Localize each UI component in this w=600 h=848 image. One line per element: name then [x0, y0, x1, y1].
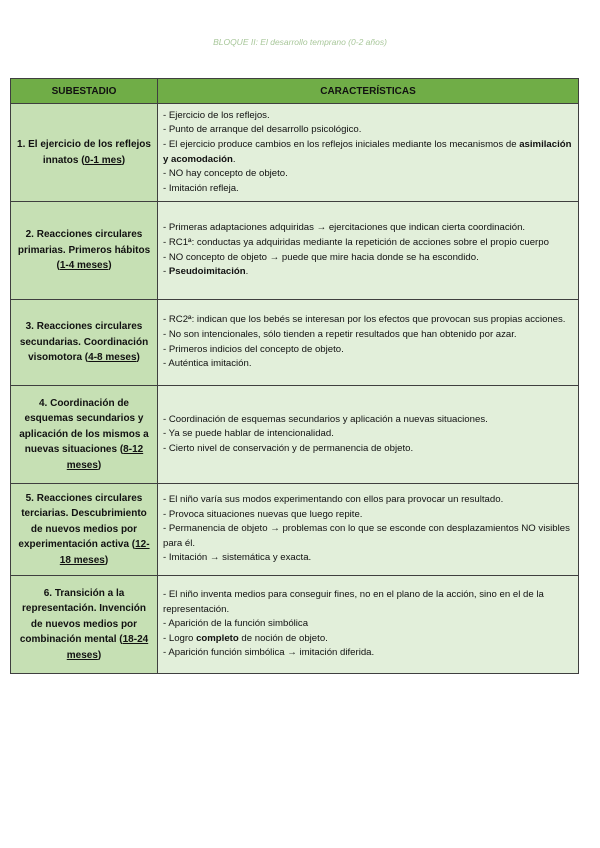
characteristic-item: [163, 265, 574, 280]
substage-close-paren: ): [121, 154, 126, 166]
characteristic-text: - Permanencia de objeto → problemas con lo que se esconde con desplazamientos NO visibles para él.: [163, 523, 570, 549]
table-row: [11, 576, 579, 674]
characteristic-text: - Aparición función simbólica → imitación diferida.: [163, 647, 375, 659]
substage-age-range: 18-24 meses: [66, 634, 149, 661]
characteristic-item: [163, 551, 574, 566]
column-header-characteristics: CARACTERÍSTICAS: [158, 79, 579, 104]
substage-age-range: 0-1 mes: [84, 154, 122, 166]
characteristic-text: - Imitación → sistemática y exacta.: [163, 552, 312, 564]
characteristic-item: [163, 632, 574, 647]
characteristic-item: [163, 357, 574, 372]
substage-close-paren: ): [97, 649, 102, 661]
characteristic-item: [163, 221, 574, 236]
substage-cell: [11, 576, 158, 674]
table-row: [11, 386, 579, 484]
substage-name: 2. Reacciones circulares primarias. Primeros hábitos (: [17, 229, 151, 272]
characteristic-item: [163, 328, 574, 343]
page-header: BLOQUE II: El desarrollo temprano (0-2 años): [213, 37, 387, 47]
characteristics-cell: [158, 484, 579, 576]
characteristic-emphasis: completo: [196, 632, 239, 644]
substage-cell: [11, 202, 158, 300]
substage-close-paren: ): [108, 260, 112, 272]
substage-age-range: 4-8 meses: [88, 352, 137, 364]
characteristic-text: - El niño inventa medios para conseguir fines, no en el plano de la acción, sino en el de la representación.: [163, 589, 544, 615]
characteristic-text: - Logro: [163, 632, 197, 644]
characteristic-item: [163, 413, 574, 428]
characteristic-item: [163, 617, 574, 632]
table-row: [11, 202, 579, 300]
substage-cell: [11, 484, 158, 576]
substage-cell: [11, 300, 158, 386]
characteristic-text: - Aparición de la función simbólica: [163, 618, 309, 630]
substage-age-range: 12-18 meses: [59, 539, 150, 566]
characteristic-text: - No son intencionales, sólo tienden a repetir resultados que han obtenido por azar.: [163, 328, 517, 340]
characteristic-item: [163, 493, 574, 508]
characteristic-emphasis: asimilación y acomodación: [163, 138, 572, 165]
characteristic-text: - Provoca situaciones nuevas que luego repite.: [163, 508, 363, 520]
table-row: [11, 300, 579, 386]
characteristic-text: .: [245, 266, 249, 278]
substage-age-range: 8-12 meses: [66, 444, 144, 471]
characteristic-item: [163, 442, 574, 457]
characteristic-text: - NO hay concepto de objeto.: [163, 168, 288, 180]
substages-table: [10, 78, 579, 674]
characteristic-text: - Coordinación de esquemas secundarios y aplicación a nuevas situaciones.: [163, 413, 488, 425]
characteristic-text: - Primeros indicios del concepto de objeto.: [163, 343, 344, 355]
characteristic-item: [163, 123, 574, 138]
table-row: [11, 104, 579, 202]
characteristic-item: [163, 343, 574, 358]
characteristic-text: - Ejercicio de los reflejos.: [163, 109, 270, 121]
characteristic-text: - Cierto nivel de conservación y de permanencia de objeto.: [163, 442, 414, 454]
column-header-substage: SUBESTADIO: [11, 79, 158, 104]
characteristic-item: [163, 167, 574, 182]
substage-cell: [11, 386, 158, 484]
characteristic-item: [163, 138, 574, 167]
characteristic-text: - RC1ª: conductas ya adquiridas mediante la repetición de acciones sobre el propio cuerpo: [163, 236, 549, 248]
substage-age-range: 1-4 meses: [59, 260, 109, 272]
characteristic-text: - Punto de arranque del desarrollo psicológico.: [163, 124, 362, 136]
substage-cell: [11, 104, 158, 202]
characteristic-text: - Ya se puede hablar de intencionalidad.: [163, 428, 334, 440]
characteristic-text: .: [232, 153, 236, 165]
table-row: [11, 484, 579, 576]
characteristic-text: - Auténtica imitación.: [163, 358, 252, 370]
substage-close-paren: ): [104, 554, 109, 566]
characteristic-text: - RC2ª: indican que los bebés se interesan por los efectos que provocan sus propias acciones.: [163, 314, 566, 326]
characteristic-item: [163, 588, 574, 617]
characteristic-item: [163, 313, 574, 328]
characteristic-text: de noción de objeto.: [238, 632, 328, 644]
substage-name: 6. Transición a la representación. Invención de nuevos medios por combinación mental (: [19, 587, 146, 646]
characteristic-item: [163, 236, 574, 251]
characteristics-cell: [158, 386, 579, 484]
characteristic-item: [163, 109, 574, 124]
substage-name: 1. El ejercicio de los reflejos innatos (: [17, 139, 151, 166]
characteristics-cell: [158, 300, 579, 386]
characteristics-cell: [158, 576, 579, 674]
characteristic-text: -: [163, 266, 169, 278]
characteristics-cell: [158, 202, 579, 300]
characteristic-item: [163, 646, 574, 661]
substage-name: 5. Reacciones circulares terciarias. Descubrimiento de nuevos medios por experimentación activa (: [18, 492, 147, 551]
table-header-row: [11, 79, 579, 104]
characteristic-text: - El niño varía sus modos experimentando con ellos para provocar un resultado.: [163, 494, 504, 506]
substage-close-paren: ): [136, 352, 140, 364]
characteristic-item: [163, 427, 574, 442]
characteristic-text: - El ejercicio produce cambios en los reflejos iniciales mediante los mecanismos de: [163, 138, 520, 150]
characteristic-emphasis: Pseudoimitación: [168, 266, 246, 278]
substage-close-paren: ): [97, 459, 102, 471]
characteristic-item: [163, 522, 574, 551]
characteristic-text: - Imitación refleja.: [163, 182, 239, 194]
substage-name: 3. Reacciones circulares secundarias. Coordinación visomotora (: [19, 321, 149, 364]
substage-name: 4. Coordinación de esquemas secundarios y aplicación de los mismos a nuevas situaciones (: [19, 397, 149, 456]
characteristic-item: [163, 182, 574, 197]
characteristics-cell: [158, 104, 579, 202]
characteristic-item: [163, 508, 574, 523]
characteristic-text: - Primeras adaptaciones adquiridas → ejercitaciones que indican cierta coordinación.: [163, 222, 526, 234]
characteristic-item: [163, 251, 574, 266]
characteristic-text: - NO concepto de objeto → puede que mire hacia donde se ha escondido.: [163, 251, 479, 263]
